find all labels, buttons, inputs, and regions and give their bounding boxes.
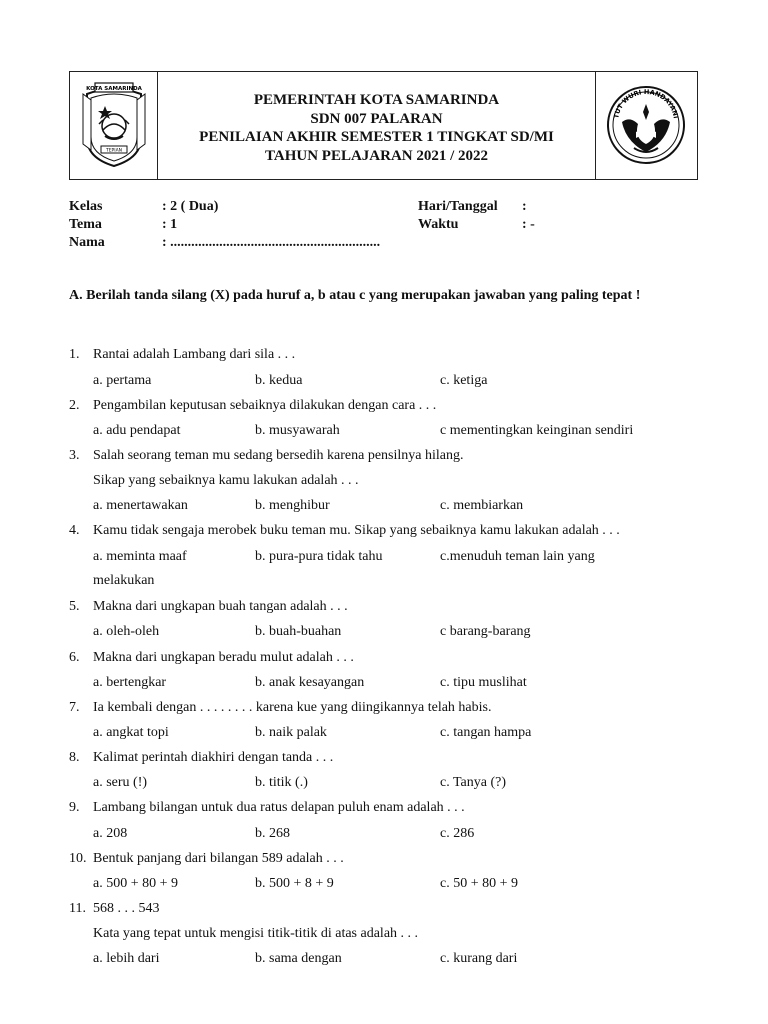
question-6-option-b: b. anak kesayangan [255, 675, 365, 690]
question-2-option-b: b. musyawarah [255, 423, 340, 438]
question-7-option-c: c. tangan hampa [440, 725, 532, 740]
question-3-option-a: a. menertawakan [93, 498, 188, 513]
question-11-text-2: Kata yang tepat untuk mengisi titik-titik di atas adalah . . . [93, 926, 419, 941]
question-9-option-c: c. 286 [440, 826, 475, 841]
question-9-option-a: a. 208 [93, 826, 128, 841]
svg-text:TEPIAN: TEPIAN [105, 148, 123, 154]
question-5-text: Makna dari ungkapan buah tangan adalah . . . [93, 599, 348, 614]
question-4-option-a: a. meminta maaf [93, 549, 187, 564]
logo-left-cell [70, 72, 158, 179]
question-6-text: Makna dari ungkapan beradu mulut adalah . . . [93, 650, 354, 665]
header-line-3: PENILAIAN AKHIR SEMESTER 1 TINGKAT SD/MI [199, 129, 554, 145]
question-10-text: Bentuk panjang dari bilangan 589 adalah . . . [93, 851, 344, 866]
header-box [69, 71, 698, 180]
question-3-text-2: Sikap yang sebaiknya kamu lakukan adalah . . . [93, 473, 359, 488]
question-1-option-c: c. ketiga [440, 373, 488, 388]
tut-wuri-handayani-icon [606, 82, 686, 168]
question-9-option-b: b. 268 [255, 826, 290, 841]
kelas-label: Kelas [69, 199, 103, 214]
question-8-text: Kalimat perintah diakhiri dengan tanda . . . [93, 750, 334, 765]
question-2-option-c: c mementingkan keinginan sendiri [440, 423, 634, 438]
question-4-option-c: c.menuduh teman lain yang [440, 549, 595, 564]
question-10-option-c: c. 50 + 80 + 9 [440, 876, 519, 891]
waktu-label: Waktu [418, 217, 459, 232]
question-5-option-c: c barang-barang [440, 624, 531, 639]
samarinda-emblem-icon [81, 80, 147, 170]
question-1-option-a: a. pertama [93, 373, 152, 388]
question-8-number: 8. [69, 750, 80, 765]
question-8-option-a: a. seru (!) [93, 775, 148, 790]
question-6-option-c: c. tipu muslihat [440, 675, 527, 690]
question-7-number: 7. [69, 700, 80, 715]
svg-text:TUT WURI HANDAYANI: TUT WURI HANDAYANI [612, 87, 680, 120]
question-7-option-b: b. naik palak [255, 725, 327, 740]
question-11-option-b: b. sama dengan [255, 951, 342, 966]
waktu-value: : - [522, 217, 535, 232]
question-2-text: Pengambilan keputusan sebaiknya dilakukan dengan cara . . . [93, 398, 437, 413]
header-title-block [158, 91, 595, 165]
svg-text:KOTA SAMARINDA: KOTA SAMARINDA [86, 86, 142, 92]
question-7-option-a: a. angkat topi [93, 725, 169, 740]
question-10-option-b: b. 500 + 8 + 9 [255, 876, 334, 891]
header-line-2: SDN 007 PALARAN [310, 110, 443, 127]
question-9-number: 9. [69, 800, 80, 815]
question-1-text: Rantai adalah Lambang dari sila . . . [93, 347, 296, 362]
question-4-number: 4. [69, 523, 80, 538]
question-5-number: 5. [69, 599, 80, 614]
question-6-option-a: a. bertengkar [93, 675, 167, 690]
question-4-option-c-continued: melakukan [93, 573, 155, 588]
question-4-text: Kamu tidak sengaja merobek buku teman mu. Sikap yang sebaiknya kamu lakukan adalah . . . [93, 523, 620, 538]
header-line-1: PEMERINTAH KOTA SAMARINDA [253, 92, 500, 108]
section-a-instruction: A. Berilah tanda silang (X) pada huruf a, b atau c yang merupakan jawaban yang paling tepat ! [69, 288, 641, 303]
question-3-text: Salah seorang teman mu sedang bersedih karena pensilnya hilang. [93, 448, 464, 463]
question-3-option-b: b. menghibur [255, 498, 330, 513]
question-5-option-b: b. buah-buahan [255, 624, 342, 639]
question-9-text: Lambang bilangan untuk dua ratus delapan puluh enam adalah . . . [93, 800, 465, 815]
question-2-option-a: a. adu pendapat [93, 423, 181, 438]
question-11-option-a: a. lebih dari [93, 951, 160, 966]
question-8-option-c: c. Tanya (?) [440, 775, 507, 790]
nama-label: Nama [69, 235, 105, 250]
question-11-number: 11. [69, 901, 86, 916]
question-7-text: Ia kembali dengan . . . . . . . . karena kue yang diingikannya telah habis. [93, 700, 492, 715]
question-11-text: 568 . . . 543 [93, 901, 160, 916]
nama-value: : ............................................................ [162, 235, 381, 250]
question-10-option-a: a. 500 + 80 + 9 [93, 876, 179, 891]
kelas-value: : 2 ( Dua) [162, 199, 219, 214]
logo-right-cell [595, 72, 697, 179]
question-2-number: 2. [69, 398, 80, 413]
question-1-number: 1. [69, 347, 80, 362]
question-11-option-c: c. kurang dari [440, 951, 518, 966]
hari-label: Hari/Tanggal [418, 199, 498, 214]
question-1-option-b: b. kedua [255, 373, 303, 388]
question-3-number: 3. [69, 448, 80, 463]
hari-value: : [522, 199, 527, 214]
question-10-number: 10. [69, 851, 87, 866]
tema-label: Tema [69, 217, 102, 232]
question-5-option-a: a. oleh-oleh [93, 624, 160, 639]
question-3-option-c: c. membiarkan [440, 498, 524, 513]
question-4-option-b: b. pura-pura tidak tahu [255, 549, 383, 564]
header-line-4: TAHUN PELAJARAN 2021 / 2022 [264, 147, 489, 164]
tema-value: : 1 [162, 217, 178, 232]
question-8-option-b: b. titik (.) [255, 775, 308, 790]
question-6-number: 6. [69, 650, 80, 665]
